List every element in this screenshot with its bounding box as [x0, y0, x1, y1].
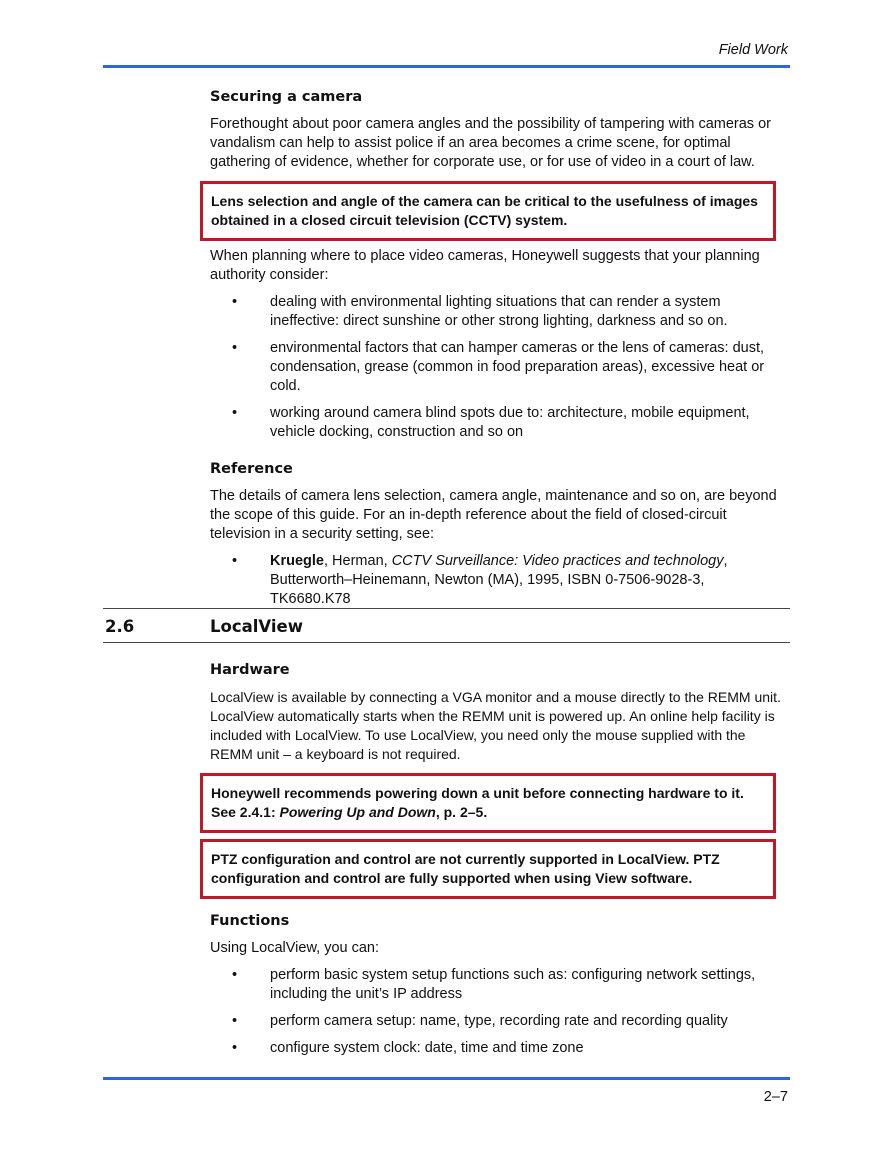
running-header: Field Work [718, 42, 788, 58]
list-item: • environmental factors that can hamper cameras or the lens of cameras: dust, condensation, grease (common in food preparation areas), excessive heat or cold. [232, 340, 765, 394]
list-item: • perform camera setup: name, type, recording rate and recording quality [232, 1013, 728, 1029]
list-item: • perform basic system setup functions such as: configuring network settings, including the unit’s IP address [232, 967, 756, 1002]
securing-intro: Forethought about poor camera angles and the possibility of tampering with cameras or vandalism can help to assist police if an area becomes a crime scene, for optimal gathering of evidence, whether for corporate use, or for use of video in a court of law. [210, 116, 771, 170]
bullet-icon: • [232, 1040, 238, 1056]
header-rule [103, 65, 790, 68]
section-title: LocalView [210, 617, 303, 636]
reference-body: The details of camera lens selection, camera angle, maintenance and so on, are beyond the scope of this guide. For an in-depth reference about the field of closed-circuit television in a security setting, see: [210, 488, 777, 542]
bullet-icon: • [232, 1013, 238, 1029]
securing-section [210, 89, 786, 172]
reference-list [210, 552, 786, 609]
list-item: • working around camera blind spots due to: architecture, mobile equipment, vehicle docking, construction and so on [232, 405, 750, 440]
hardware-section [210, 662, 786, 764]
section-top-rule [103, 608, 790, 609]
bullet-icon: • [232, 553, 238, 569]
note-lens-text: Lens selection and angle of the camera can be critical to the usefulness of images obtained in a closed circuit television (CCTV) system. [211, 193, 758, 228]
list-item: • configure system clock: date, time and time zone [232, 1040, 584, 1056]
bullet-icon: • [232, 967, 238, 983]
planning-text: When planning where to place video cameras, Honeywell suggests that your planning authority consider: [210, 248, 760, 283]
note-ptz-text: PTZ configuration and control are not currently supported in LocalView. PTZ configuration and control are fully supported when using View software. [211, 851, 720, 886]
bullet-icon: • [232, 405, 238, 421]
section-number: 2.6 [105, 617, 135, 636]
planning-list [210, 293, 786, 442]
citation-title: CCTV Surveillance: Video practices and technology [391, 553, 724, 569]
functions-list [210, 966, 786, 1058]
functions-intro: Using LocalView, you can: [210, 940, 380, 956]
hardware-body: LocalView is available by connecting a VGA monitor and a mouse directly to the REMM unit. LocalView automatically starts when the REMM unit is powered up. An online help facility is included with LocalView. To use LocalView, you need only the mouse supplied with the REMM unit – a keyboard is not required. [210, 689, 781, 762]
citation-author: Kruegle [270, 553, 324, 569]
reference-heading: Reference [210, 461, 293, 477]
bullet-icon: • [232, 340, 238, 356]
note-power-down: Honeywell recommends powering down a unit before connecting hardware to it. See 2.4.1: Powering Up and Down, p. 2–5. [200, 773, 776, 833]
power-up-link[interactable]: Powering Up and Down [279, 804, 436, 820]
securing-heading: Securing a camera [210, 89, 363, 105]
functions-heading: Functions [210, 913, 290, 929]
list-item: • dealing with environmental lighting situations that can render a system ineffective: direct sunshine or other strong lighting, darkness and so on. [232, 294, 728, 329]
hardware-heading: Hardware [210, 662, 290, 678]
note-ptz [200, 839, 776, 899]
bullet-icon: • [232, 294, 238, 310]
note-lens-selection [200, 181, 776, 241]
reference-section [210, 461, 786, 617]
citation-item: • Kruegle, Herman, CCTV Surveillance: Video practices and technology, Butterworth–Heinemann, Newton (MA), 1995, ISBN 0-7506-9028-3, TK6680.K78 [232, 553, 728, 607]
planning-block [210, 247, 786, 450]
section-bottom-rule [103, 642, 790, 643]
functions-section [210, 913, 786, 1066]
page-number: 2–7 [763, 1089, 788, 1105]
footer-rule [103, 1077, 790, 1080]
